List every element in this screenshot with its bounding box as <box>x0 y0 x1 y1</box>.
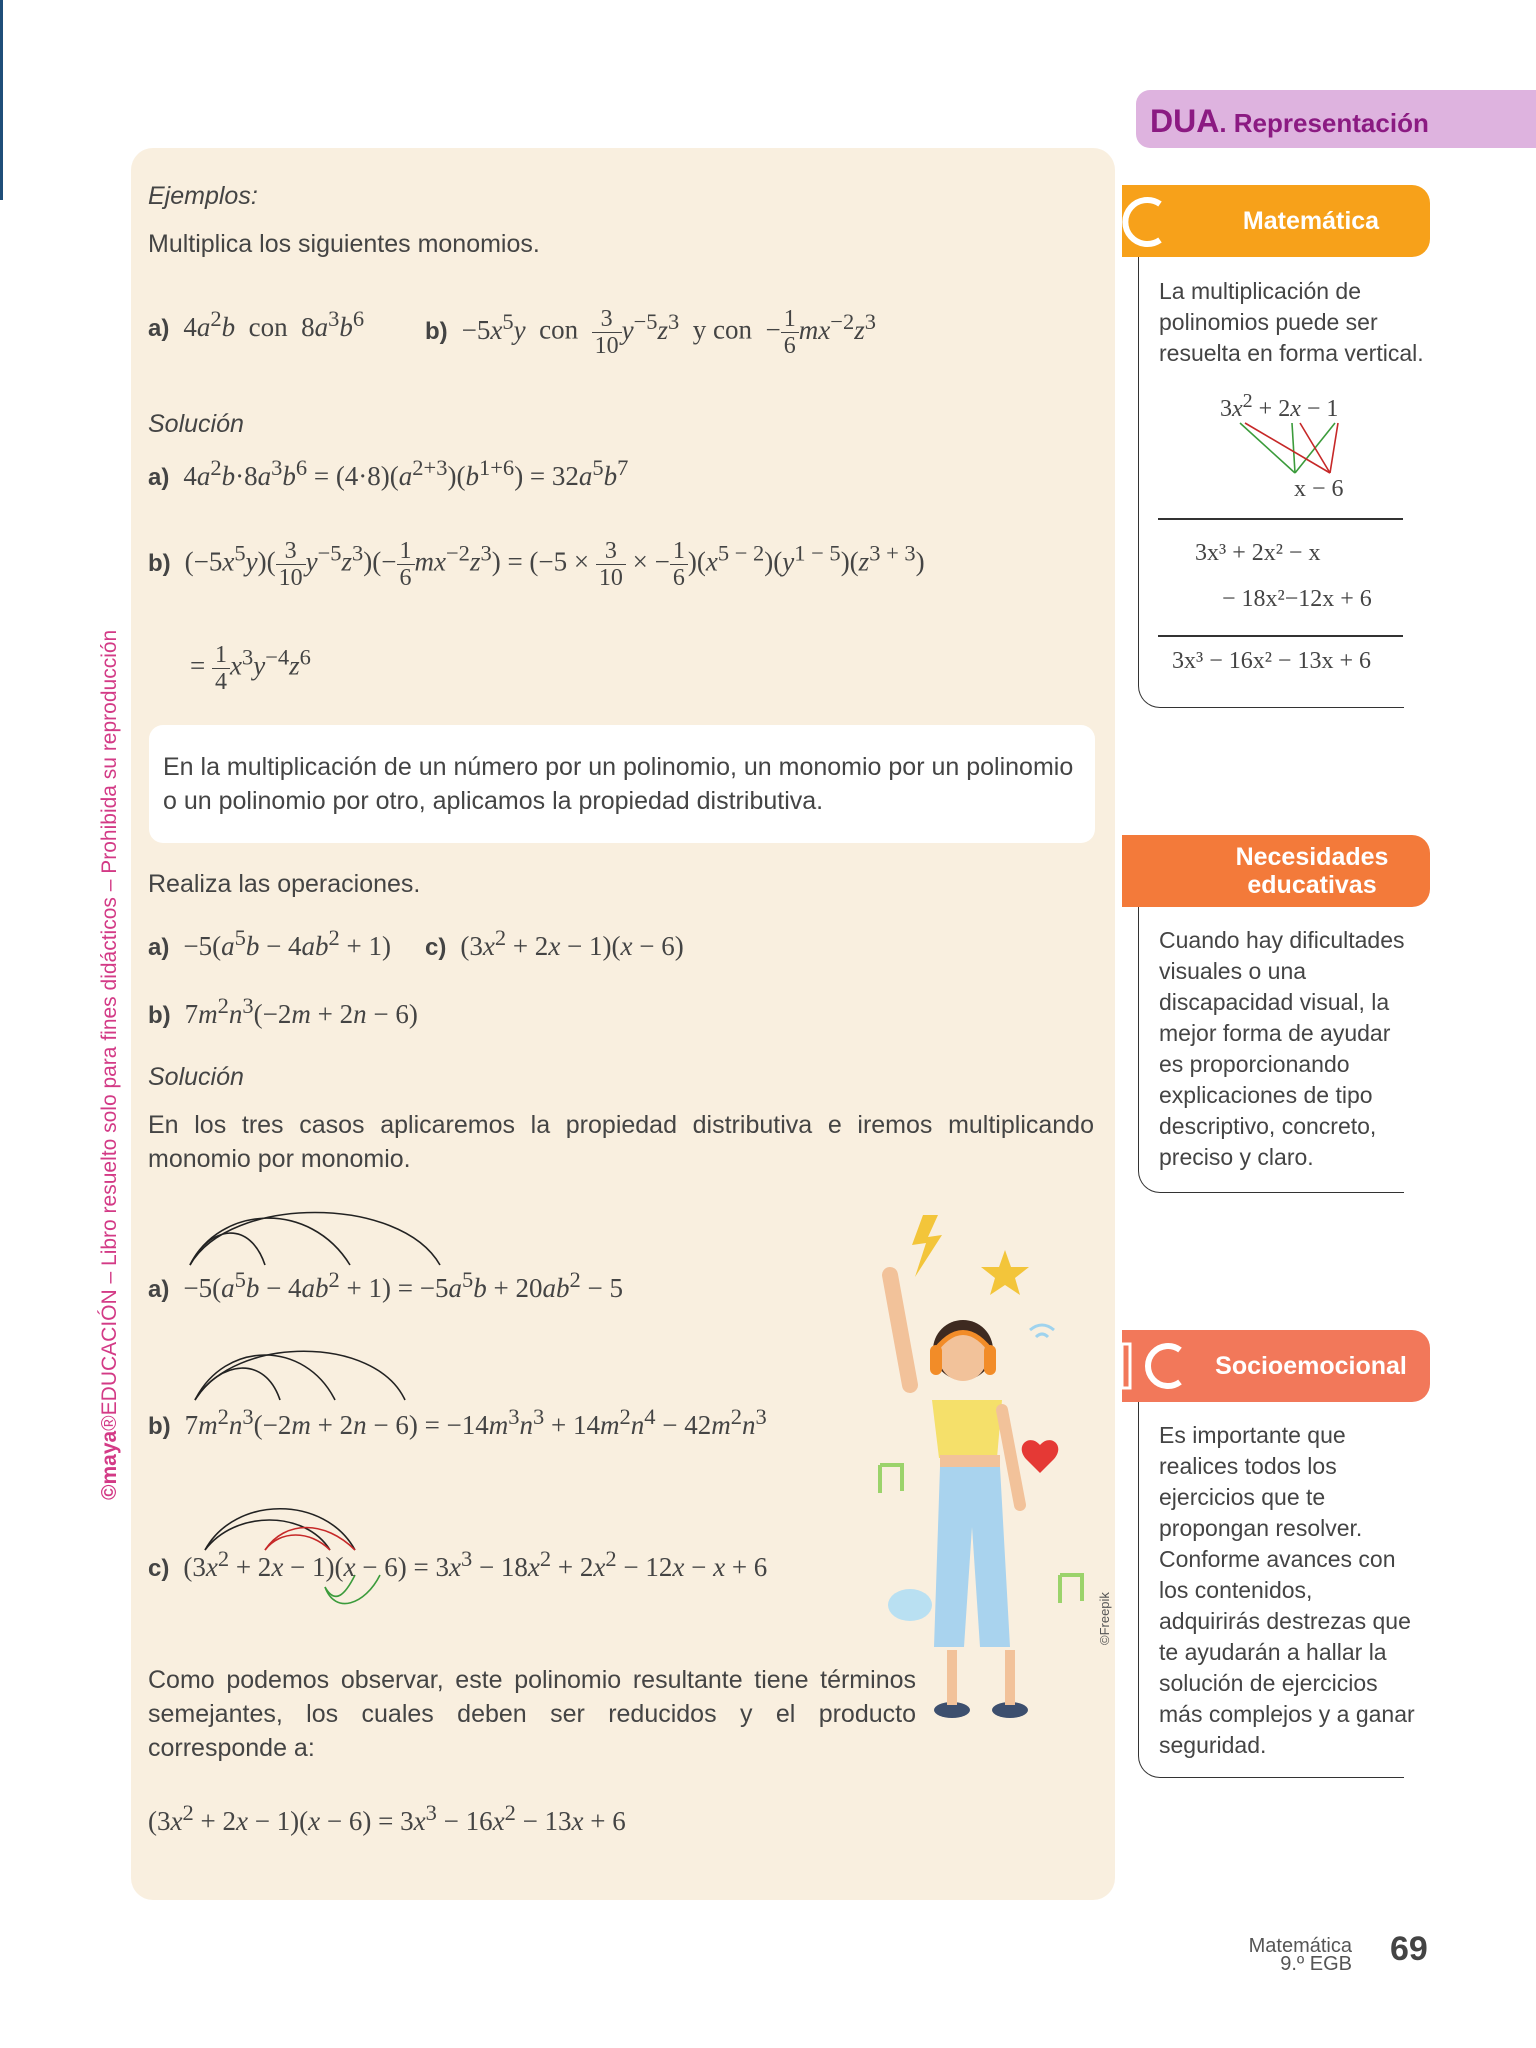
examples-intro: Multiplica los siguientes monomios. <box>148 230 540 258</box>
necesidades-tab: Necesidades educativas <box>1122 835 1430 907</box>
vertical-factor-2: x − 6 <box>1294 476 1344 502</box>
solution-b: b) $(-5x^5y)$( $\frac{3}{10}$ $y^{-5}z^3)(-$ $\frac{1}{6}$ $mx^{-2}z^3) = (-5$ × $\frac{3}{10}$ × − $\frac{1}{6}$ )$(x^{5 - 2})(y^{1 - 5})(z^{3 + 3})$ <box>148 538 925 591</box>
note-text: En la multiplicación de un número por un polinomio, un monomio por un polinomio o un polinomio por otro, aplicamos la propiedad distributiva. <box>163 753 1074 815</box>
distribution-arrows-a <box>180 1195 460 1275</box>
vertical-row-2: − 18x²−12x + 6 <box>1222 586 1372 612</box>
matematica-text: La multiplicación de polinomios puede ser resuelta en forma vertical. <box>1159 278 1424 366</box>
matematica-tab: Matemática <box>1122 185 1430 257</box>
solution-heading-2: Solución <box>148 1063 244 1091</box>
operation-b: b) $7m^2n^3(-2m + 2n - 6)$ <box>148 993 418 1029</box>
illustration-credit: ©Freepik <box>1097 1592 1112 1645</box>
vertical-result: 3x³ − 16x² − 13x + 6 <box>1172 648 1371 674</box>
footer-subject: Matemática 9.º EGB <box>1248 1935 1352 1975</box>
solution-a: a) $4a^2b\cdot 8a^3b^6 = (4\cdot 8)(a^{2+3})(b^{1+6}) = 32a^5b^7$ <box>148 455 629 491</box>
solution-op-a: $a) -5(a^5b - 4ab^2 + 1) = -5a^5b + 20ab^2 - 5$ <box>148 1267 623 1303</box>
matematica-c-icon <box>1118 192 1168 252</box>
socioemocional-text: Es importante que realices todos los ejercicios que te propongan resolver. Conforme avances con los contenidos, adquirirás destrezas que te ayudarán a hallar la solución de ejercicios más complejos y a ganar seguridad. <box>1159 1422 1415 1758</box>
final-product: $(3x^2 + 2x - 1)(x - 6) = 3x^3 - 16x^2 - 13x + 6$ <box>148 1800 626 1836</box>
operation-c: c) $(3x^2 + 2x - 1)(x - 6)$ <box>425 925 684 961</box>
socioemocional-tab: Socioemocional <box>1122 1330 1430 1402</box>
examples-heading: Ejemplos: <box>148 182 258 210</box>
dua-header: DUA. Representación <box>1150 103 1429 139</box>
girl-illustration <box>860 1205 1110 1745</box>
vertical-divider-1 <box>1158 518 1403 520</box>
example-b-statement: $b) -5x^5y$ con $\frac{3}{10}$ $y^{-5}z^3$ y con − $\frac{1}{6}$ $mx^{-2}z^3$ <box>425 306 876 359</box>
vertical-divider-2 <box>1158 635 1403 637</box>
solution-b-result: = $\frac{1}{4}$ $x^3y^{-4}z^6$ <box>190 642 311 695</box>
distribution-arrows-b <box>185 1335 425 1410</box>
vertical-arrows <box>1230 418 1350 478</box>
operation-a: $a) -5(a^5b - 4ab^2 + 1)$ <box>148 925 392 961</box>
conclusion-text: Como podemos observar, este polinomio resultante tiene términos semejantes, los cuales deben ser reducidos y el producto corresponde a: <box>148 1666 916 1762</box>
example-a-statement: a) $4a^2b$ con $8a^3b^6$ <box>148 306 365 342</box>
page-edge-bar <box>0 0 3 200</box>
side-watermark: ©maya®EDUCACIÓN – Libro resuelto solo para fines didácticos – Prohibida su reproducción <box>98 629 121 1500</box>
solution-text: En los tres casos aplicaremos la propiedad distributiva e iremos multiplicando monomio por monomio. <box>148 1111 1094 1173</box>
solution-heading-1: Solución <box>148 410 244 438</box>
operations-intro: Realiza las operaciones. <box>148 870 421 898</box>
vertical-factor-1: $3x^2 + 2x - 1$ <box>1220 390 1339 422</box>
solution-op-b: b) $7m^2n^3(-2m + 2n - 6) = -14m^3n^3 + 14m^2n^4 - 42m^2n^3$ <box>148 1404 767 1440</box>
socioemocional-ic-icon <box>1118 1336 1188 1396</box>
solution-op-c: c) $(3x^2 + 2x - 1)(x - 6) = 3x^3 - 18x^2 + 2x^2 - 12x - x + 6$ <box>148 1546 768 1582</box>
vertical-row-1: 3x³ + 2x² − x <box>1195 540 1321 566</box>
necesidades-text: Cuando hay dificultades visuales o una discapacidad visual, la mejor forma de ayudar es proporcionando explicaciones de tipo descriptivo, concreto, preciso y claro. <box>1159 927 1405 1170</box>
page-number: 69 <box>1390 1930 1428 1968</box>
